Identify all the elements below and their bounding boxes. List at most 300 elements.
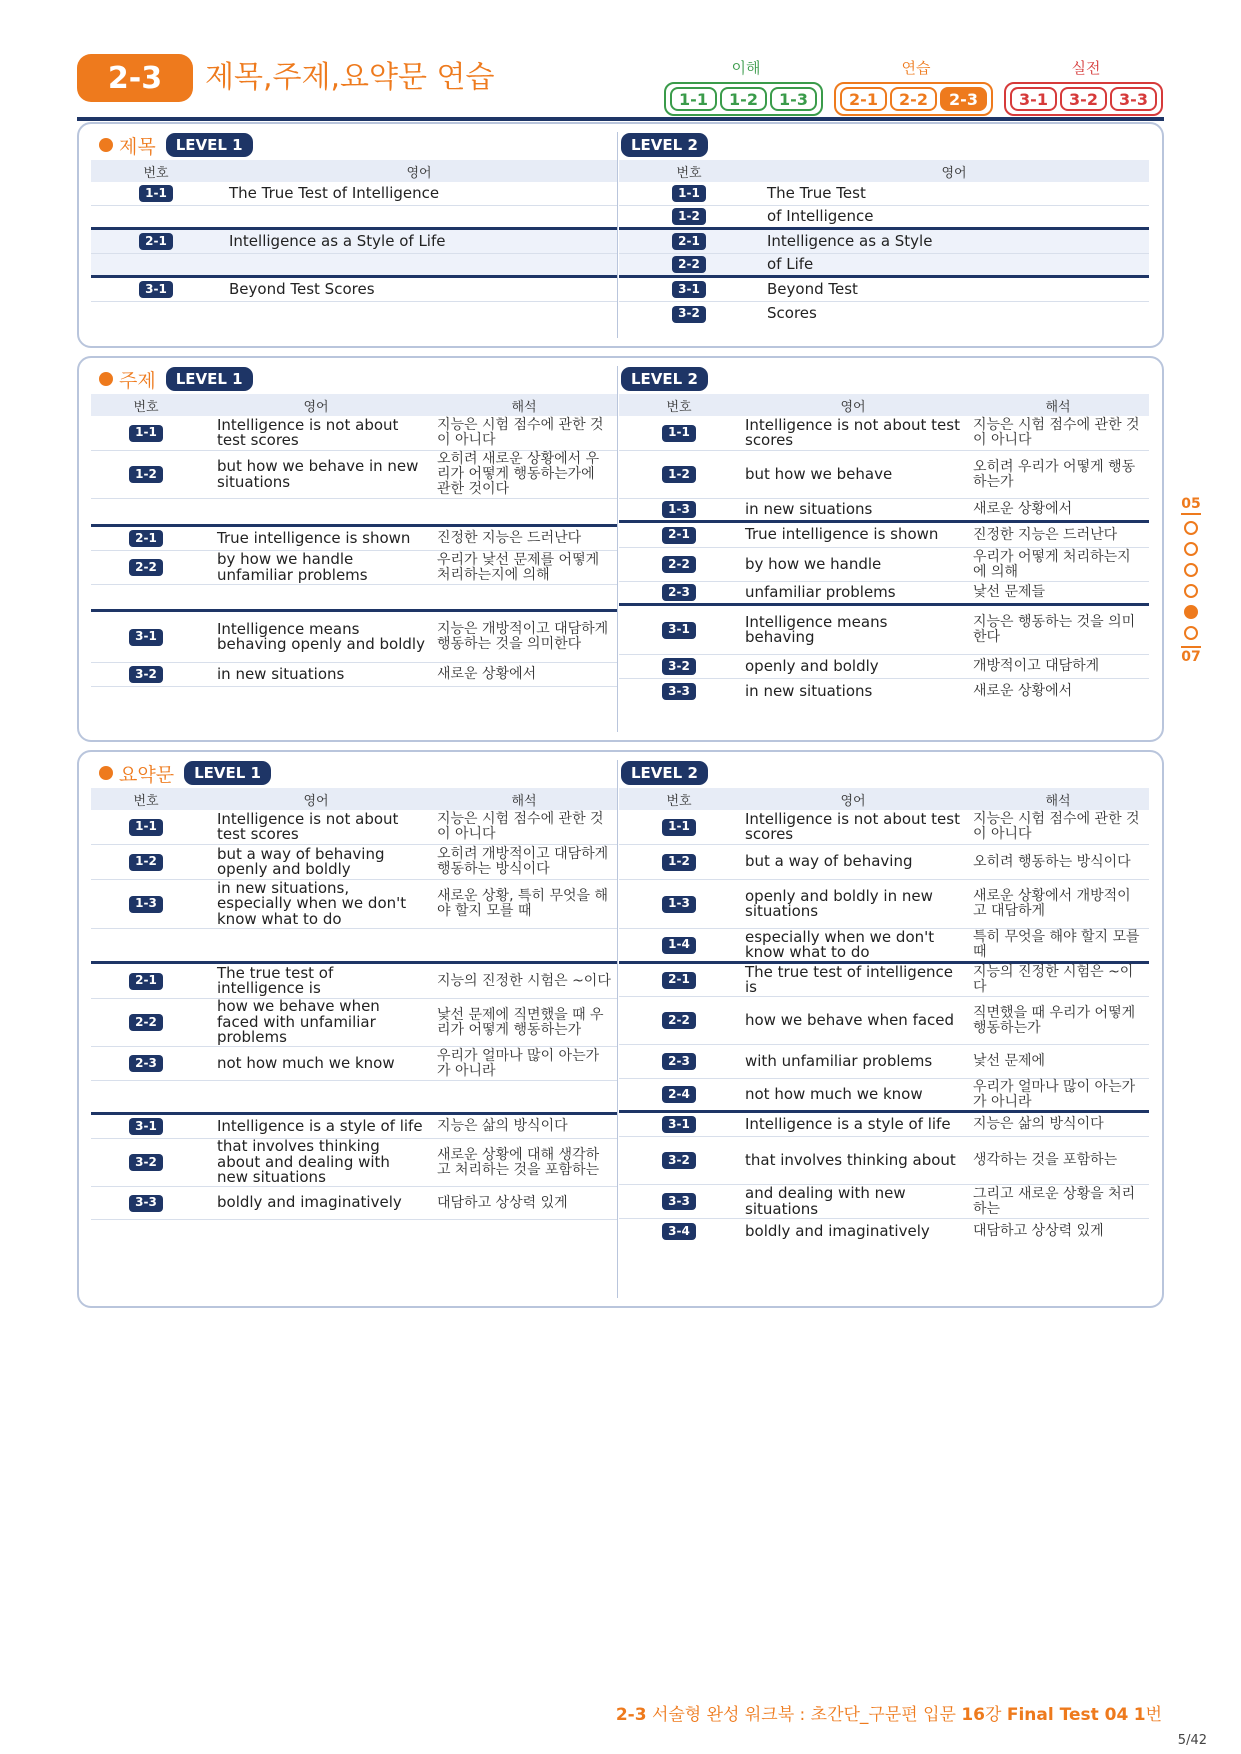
row-number-cell [91,425,201,442]
row-number-badge: 1-1 [129,425,163,442]
row-number-badge: 2-2 [672,256,706,273]
side-nav-dot[interactable] [1184,584,1198,598]
row-number-cell [91,854,201,871]
level-badge: LEVEL 2 [621,133,708,157]
nav-group-label: 이해 [731,59,761,77]
row-number-badge: 3-1 [672,281,706,298]
right-section-header [619,364,1149,394]
row-number-cell [619,937,739,954]
korean-translation: 지능은 시험 점수에 관한 것이 아니다 [973,811,1140,842]
row-number-badge: 1-2 [662,466,696,483]
table-row [619,1185,1149,1219]
english-phrase: especially when we don't know what to do [745,927,935,961]
section-name: 주제 [119,369,156,392]
table-row [91,182,617,206]
row-number-badge: 1-2 [672,208,706,225]
side-nav-dot[interactable] [1184,626,1198,640]
english-phrase: of Intelligence [767,206,874,225]
column-header-number: 번호 [666,793,692,809]
row-number-badge: 2-1 [129,973,163,990]
korean-translation: 지능은 시험 점수에 관한 것이 아니다 [437,417,604,448]
row-number-cell [619,306,759,323]
page-title: 제목,주제,요약문 연습 [205,60,495,95]
right-half [619,130,1149,326]
panel-divider [617,760,618,1298]
english-phrase: openly and boldly [745,656,879,675]
korean-translation: 새로운 상황에 대해 생각하고 처리하는 것을 포함하는 [437,1146,600,1178]
column-header [91,394,617,416]
row-number-badge: 2-1 [662,972,696,989]
korean-translation: 진정한 지능은 드러난다 [437,530,582,546]
table-row [91,527,617,551]
table-row [91,663,617,687]
korean-translation: 생각하는 것을 포함하는 [973,1152,1118,1168]
row-number-cell [91,530,201,547]
table-row [91,1139,617,1187]
row-number-cell [619,622,739,639]
table-row [619,606,1149,655]
column-header [619,394,1149,416]
english-phrase: True intelligence is shown [745,525,939,544]
column-header-english: 영어 [303,399,329,415]
left-section-header [91,130,617,160]
korean-translation: 그리고 새로운 상황을 처리하는 [973,1185,1136,1217]
nav-pill-3-3[interactable]: 3-3 [1110,87,1157,111]
table-row [91,1115,617,1139]
column-header-number: 번호 [133,793,159,809]
english-phrase: Intelligence as a Style [767,231,933,250]
row-number-cell [619,281,759,298]
table-row [91,1220,617,1245]
right-section-header [619,130,1149,160]
english-phrase: by how we handle [745,554,882,573]
row-number-cell [91,1118,201,1135]
row-number-cell [619,1012,739,1029]
panel-divider [617,132,618,338]
column-header-korean: 해석 [511,793,537,809]
row-number-cell [619,425,739,442]
table-row [619,499,1149,523]
korean-translation: 새로운 상황에서 [437,666,537,682]
korean-translation: 낯선 문제에 직면했을 때 우리가 어떻게 행동하는가 [437,1006,604,1038]
row-number-cell [619,233,759,250]
korean-translation: 대담하고 상상력 있게 [973,1223,1104,1239]
table-row [619,206,1149,230]
korean-translation: 오히려 새로운 상황에서 우리가 어떻게 행동하는가에 관한 것이다 [437,451,600,497]
korean-translation: 특히 무엇을 해야 할지 모를 때 [973,929,1140,960]
korean-translation: 지능은 개방적이고 대담하게 행동하는 것을 의미한다 [437,621,609,652]
english-phrase: by how we handle unfamiliar problems [217,550,368,584]
footer-test: Final Test 04 [1006,1705,1129,1725]
korean-translation: 대담하고 상상력 있게 [437,1194,568,1211]
table-row [619,1137,1149,1185]
table-row [619,1219,1149,1244]
nav-pill-1-2[interactable]: 1-2 [720,87,767,111]
table-row [619,548,1149,582]
table-row [619,845,1149,880]
row-number-badge: 2-2 [129,559,163,576]
row-number-cell [91,666,201,683]
row-number-badge: 2-3 [129,1055,163,1072]
right-half [619,364,1149,704]
row-number-cell [619,683,739,700]
nav-pill-1-3[interactable]: 1-3 [770,87,817,111]
column-header-english: 영어 [840,399,866,415]
row-number-badge: 2-2 [662,1012,696,1029]
row-number-badge: 2-2 [129,1014,163,1031]
nav-group-label: 연습 [901,59,931,77]
panel-topic-practice [77,356,1164,742]
table-row [619,416,1149,451]
korean-translation: 개방적이고 대담하게 [973,658,1100,674]
table-row [619,880,1149,929]
table-row [619,929,1149,964]
table-row [91,612,617,663]
korean-translation: 우리가 어떻게 처리하는지에 의해 [973,548,1131,580]
korean-translation: 우리가 얼마나 많이 아는가가 아니라 [437,1047,600,1079]
side-nav-dot[interactable] [1184,521,1198,535]
row-number-cell [619,556,739,573]
left-half [91,130,617,326]
korean-translation: 낯선 문제에 [973,1053,1046,1069]
english-phrase: The True Test [767,183,866,202]
table-row [619,582,1149,606]
row-number-cell [619,208,759,225]
korean-translation: 지능은 행동하는 것을 의미한다 [973,614,1136,645]
row-number-badge: 3-2 [129,1154,163,1171]
nav-pill-3-2[interactable]: 3-2 [1060,87,1107,111]
row-number-badge: 3-3 [662,1193,696,1210]
english-phrase: in new situations [745,681,873,700]
english-phrase: Intelligence as a Style of Life [229,231,446,250]
korean-translation: 우리가 낯선 문제를 어떻게 처리하는지에 의해 [437,551,600,583]
row-number-cell [91,629,201,646]
column-header-english: 영어 [840,793,866,809]
column-header-korean: 해석 [511,399,537,415]
row-number-cell [91,1195,201,1212]
row-number-cell [619,527,739,544]
table-row [91,302,617,326]
column-header-number: 번호 [676,165,702,181]
korean-translation: 진정한 지능은 드러난다 [973,526,1118,543]
row-number-badge: 1-2 [129,466,163,483]
row-number-badge: 3-1 [129,1118,163,1135]
footer-lesson-word: 강 [985,1705,1002,1725]
panel-divider [617,366,618,732]
row-number-badge: 3-3 [129,1195,163,1212]
level-badge: LEVEL 1 [184,761,271,785]
table-row [619,679,1149,704]
nav-pill-1-1[interactable]: 1-1 [670,87,717,111]
column-header-korean: 해석 [1045,793,1071,809]
row-number-cell [619,658,739,675]
table-row [619,523,1149,548]
english-phrase: but a way of behaving [745,852,913,871]
column-header [619,788,1149,810]
table-row [91,416,617,451]
row-number-badge: 2-3 [662,1053,696,1070]
row-number-cell [619,896,739,913]
english-phrase: with unfamiliar problems [745,1051,933,1070]
level-badge: LEVEL 2 [621,761,708,785]
row-number-cell [619,854,739,871]
row-number-cell [619,819,739,836]
english-phrase: boldly and imaginatively [745,1221,930,1240]
table-row [91,845,617,880]
nav-group-understand [664,58,828,109]
table-row [91,1047,617,1081]
section-bullet-icon [99,138,113,152]
table-row [91,451,617,499]
left-section-header [91,364,617,394]
nav-pill-2-3-active[interactable]: 2-3 [940,87,987,111]
nav-group-label: 실전 [1071,59,1101,77]
row-number-badge: 2-1 [129,530,163,547]
row-number-badge: 3-2 [129,666,163,683]
row-number-cell [619,584,739,601]
table-row [91,929,617,964]
table-row [91,1081,617,1115]
row-number-badge: 1-3 [662,501,696,518]
table-row [619,182,1149,206]
table-row [619,1045,1149,1079]
row-number-badge: 3-2 [662,1152,696,1169]
row-number-badge: 3-1 [129,629,163,646]
level-badge: LEVEL 1 [166,133,253,157]
footer-unit: 2-3 [615,1705,647,1725]
nav-pill-2-1[interactable]: 2-1 [840,87,887,111]
row-number-badge: 3-2 [672,306,706,323]
side-nav-start: 05 [1181,496,1200,515]
row-number-badge: 1-1 [129,819,163,836]
english-phrase: in new situations [745,499,873,518]
row-number-badge: 1-2 [129,854,163,871]
table-row [91,964,617,999]
table-row [91,999,617,1047]
english-phrase: boldly and imaginatively [217,1193,402,1212]
english-phrase: Intelligence means behaving [745,612,888,646]
table-row [91,1187,617,1220]
table-row [619,655,1149,679]
nav-pill-2-2[interactable]: 2-2 [890,87,937,111]
row-number-badge: 3-3 [662,683,696,700]
left-table [91,788,617,1245]
side-nav-dot[interactable] [1184,563,1198,577]
row-number-badge: 1-1 [662,819,696,836]
left-section-header [91,758,617,788]
column-header [91,788,617,810]
english-phrase: Intelligence is a style of life [217,1116,423,1135]
table-row [91,880,617,929]
row-number-cell [91,281,221,298]
english-phrase: Scores [767,304,817,323]
english-phrase: in new situations [217,664,345,683]
english-phrase: how we behave when faced with unfamiliar problems [217,997,380,1047]
row-number-badge: 3-1 [662,622,696,639]
english-phrase: Intelligence is not about test scores [745,415,960,449]
side-navigation [1178,496,1204,665]
row-number-cell [91,1154,201,1171]
table-row [91,551,617,585]
left-table [91,160,617,326]
column-header-english: 영어 [406,165,432,181]
english-phrase: Intelligence is not about test scores [745,809,960,843]
row-number-badge: 2-2 [662,556,696,573]
left-table [91,394,617,712]
footer-item-num: 1 [1133,1705,1146,1725]
table-row [619,451,1149,499]
table-row [91,499,617,527]
korean-translation: 지능은 삶의 방식이다 [973,1116,1104,1132]
english-phrase: that involves thinking about [745,1150,956,1169]
row-number-badge: 2-1 [672,233,706,250]
footer-lesson-num: 16 [961,1705,986,1725]
table-row [619,997,1149,1045]
table-row [91,206,617,230]
korean-translation: 지능은 시험 점수에 관한 것이 아니다 [973,417,1140,448]
column-header-english: 영어 [303,793,329,809]
right-table [619,160,1149,326]
row-number-cell [619,1223,739,1240]
english-phrase: unfamiliar problems [745,582,896,601]
table-row [91,278,617,302]
panel-title-practice [77,122,1164,348]
right-half [619,758,1149,1244]
english-phrase: Intelligence is a style of life [745,1114,951,1133]
korean-translation: 지능의 진정한 시험은 ~이다 [973,964,1134,995]
english-phrase: Beyond Test Scores [229,279,375,298]
row-number-badge: 2-3 [662,584,696,601]
korean-translation: 낯선 문제들 [973,584,1046,600]
row-number-badge: 1-2 [662,854,696,871]
right-table [619,788,1149,1244]
row-number-badge: 3-1 [139,281,173,298]
column-header [619,160,1149,182]
row-number-cell [91,819,201,836]
row-number-cell [91,896,201,913]
side-nav-end: 07 [1181,646,1200,665]
english-phrase: but how we behave in new situations [217,457,419,491]
page-number: 5/42 [1177,1733,1207,1748]
row-number-cell [91,466,201,483]
table-row [91,585,617,612]
level-badge: LEVEL 2 [621,367,708,391]
english-phrase: True intelligence is shown [217,528,411,547]
row-number-badge: 3-4 [662,1223,696,1240]
right-table [619,394,1149,704]
english-phrase: how we behave when faced [745,1010,955,1029]
row-number-cell [91,233,221,250]
row-number-cell [619,1053,739,1070]
table-row [619,1113,1149,1137]
row-number-cell [91,973,201,990]
row-number-badge: 1-1 [672,185,706,202]
row-number-cell [91,1055,201,1072]
english-phrase: Intelligence is not about test scores [217,809,399,843]
english-phrase: but how we behave [745,464,893,483]
row-number-badge: 1-4 [662,937,696,954]
korean-translation: 지능은 시험 점수에 관한 것이 아니다 [437,811,604,842]
row-number-cell [619,1116,739,1133]
nav-group-real [1004,58,1168,109]
row-number-cell [619,256,759,273]
row-number-badge: 3-2 [662,658,696,675]
row-number-badge: 2-1 [139,233,173,250]
korean-translation: 새로운 상황에서 [973,501,1073,517]
english-phrase: not how much we know [745,1084,923,1103]
footer-item-word: 번 [1145,1705,1162,1725]
table-row [619,254,1149,278]
unit-badge: 2-3 [77,54,193,102]
english-phrase: The true test of intelligence is [745,962,954,996]
column-header-number: 번호 [666,399,692,415]
row-number-cell [619,1193,739,1210]
table-row [619,1079,1149,1113]
right-section-header [619,758,1149,788]
korean-translation: 오히려 우리가 어떻게 행동하는가 [973,458,1136,490]
english-phrase: Intelligence is not about test scores [217,415,399,449]
section-bullet-icon [99,766,113,780]
row-number-badge: 1-3 [129,896,163,913]
korean-translation: 지능은 삶의 방식이다 [437,1118,568,1134]
section-name: 요약문 [119,763,175,786]
english-phrase: in new situations, especially when we don't know what to do [217,878,407,928]
panel-summary-practice [77,750,1164,1308]
table-row [91,254,617,278]
row-number-cell [619,185,759,202]
side-nav-dot[interactable] [1184,542,1198,556]
english-phrase: not how much we know [217,1053,395,1072]
nav-pill-3-1[interactable]: 3-1 [1010,87,1057,111]
row-number-badge: 2-1 [662,527,696,544]
row-number-badge: 1-3 [662,896,696,913]
header-rule [77,117,1164,121]
english-phrase: of Life [767,254,814,273]
footer-book: 서술형 완성 워크북 : 초간단_구문편 입문 [651,1705,956,1725]
korean-translation: 새로운 상황에서 개방적이고 대담하게 [973,888,1131,919]
row-number-cell [91,185,221,202]
english-phrase: The True Test of Intelligence [229,183,440,202]
column-header-english: 영어 [941,165,967,181]
nav-group-practice [834,58,998,109]
row-number-badge: 2-4 [662,1086,696,1103]
row-number-cell [91,559,201,576]
left-half [91,364,617,712]
table-row [619,278,1149,302]
column-header-number: 번호 [143,165,169,181]
english-phrase: Intelligence means behaving openly and boldly [217,619,425,653]
column-header-number: 번호 [133,399,159,415]
korean-translation: 오히려 행동하는 방식이다 [973,853,1131,870]
english-phrase: The true test of intelligence is [217,963,334,997]
row-number-badge: 3-1 [662,1116,696,1133]
korean-translation: 지능의 진정한 시험은 ~이다 [437,972,611,989]
row-number-cell [619,1152,739,1169]
side-nav-dot-active[interactable] [1184,605,1198,619]
row-number-badge: 1-1 [139,185,173,202]
korean-translation: 새로운 상황에서 [973,683,1073,699]
row-number-cell [619,1086,739,1103]
table-row [619,302,1149,326]
english-phrase: and dealing with new situations [745,1184,906,1218]
section-name: 제목 [119,135,156,158]
table-row [619,964,1149,997]
row-number-cell [91,1014,201,1031]
korean-translation: 우리가 얼마나 많이 아는가가 아니라 [973,1078,1136,1110]
table-row [619,810,1149,845]
footer-title [616,1700,1162,1725]
korean-translation: 오히려 개방적이고 대담하게 행동하는 방식이다 [437,846,609,877]
